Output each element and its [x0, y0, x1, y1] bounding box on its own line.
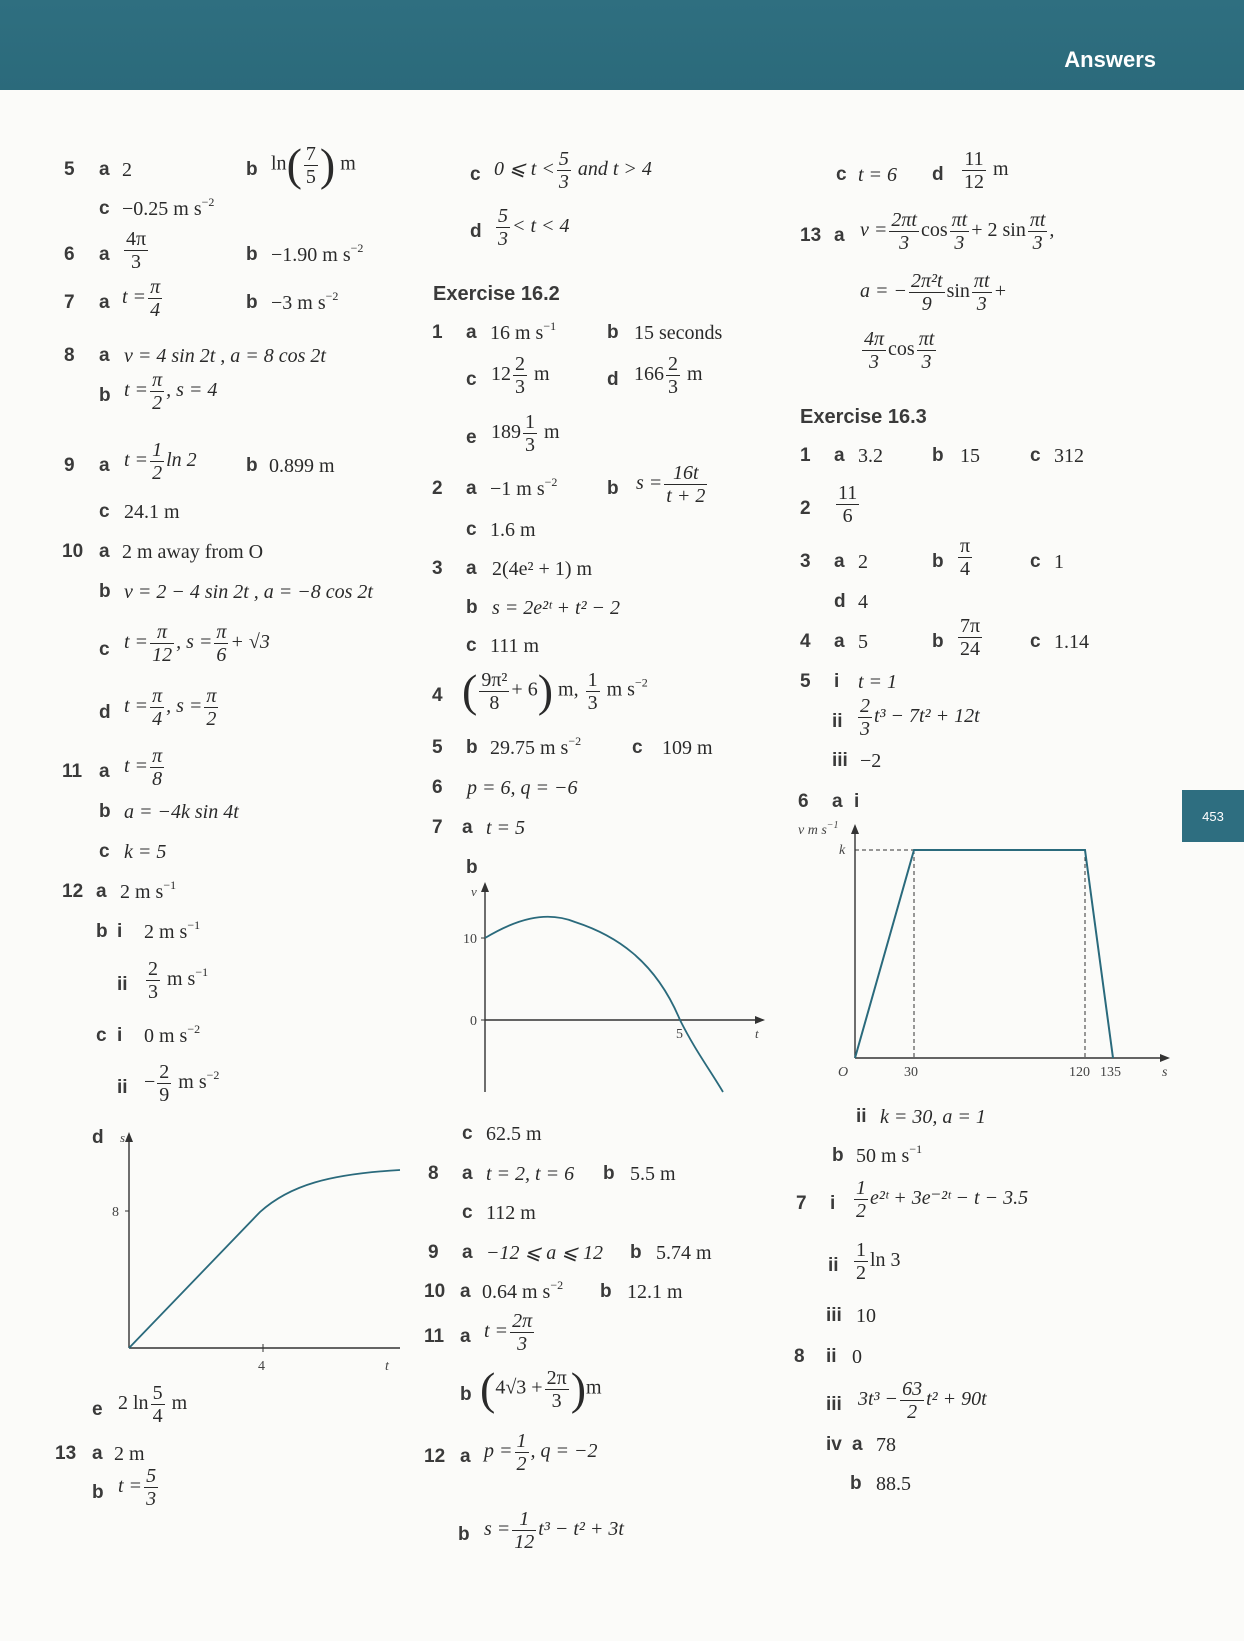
- answer-9a: t = $\frac{1}{2}$ ln 2: [124, 439, 197, 484]
- question-number: 7: [796, 1193, 807, 1214]
- part-label: c: [1030, 631, 1041, 652]
- part-label: c: [462, 1202, 473, 1223]
- part-label: iii: [832, 750, 848, 771]
- question-number: 13: [800, 225, 822, 246]
- answer-9b: 5.74 m: [656, 1242, 712, 1264]
- part-label: b: [603, 1163, 615, 1184]
- part-label: b: [99, 581, 111, 602]
- y-tick-label: 10: [463, 932, 477, 947]
- question-number: 1: [432, 322, 443, 343]
- x-axis-arrow: [1160, 1054, 1170, 1062]
- question-number: 6: [64, 244, 75, 265]
- answer-2: $\frac{11}{6}$: [838, 482, 858, 527]
- question-number: 2: [800, 498, 811, 519]
- answer-12bi: 2 m $s^{-1}$: [144, 918, 201, 943]
- part-label: b: [458, 1524, 470, 1545]
- part-label: a: [460, 1281, 471, 1302]
- answer-5b: ln( $\frac{7}{5}$ ) m: [271, 139, 356, 190]
- question-number: 8: [428, 1163, 439, 1184]
- answer-7a: t = 5: [486, 817, 526, 839]
- part-label: i: [117, 921, 123, 942]
- part-label: b: [466, 597, 478, 618]
- answer-3a: 2: [858, 551, 868, 573]
- answer-3b: $\frac{\pi}{4}$: [960, 535, 971, 580]
- part-label: d: [99, 702, 111, 723]
- answer-13a-a-cont: $\frac{4\pi}{3}$ cos $\frac{\pi t}{3}$: [864, 328, 935, 373]
- part-label: c: [466, 635, 477, 656]
- question-number: 1: [800, 445, 811, 466]
- x-tick-label: 30: [904, 1065, 918, 1080]
- question-number: 8: [794, 1346, 805, 1367]
- answer-5a: 2: [122, 159, 132, 181]
- part-label: a: [99, 455, 110, 476]
- answer-1d: 166 $\frac{2}{3}$ m: [634, 353, 703, 398]
- part-label: a: [99, 292, 110, 313]
- part-label: i: [834, 671, 840, 692]
- part-label: b: [246, 455, 258, 476]
- exercise-heading: Exercise 16.3: [800, 406, 927, 428]
- part-label: d: [607, 369, 619, 390]
- answer-4: ( $\frac{\text{9π²}}{8}$ + 6) m, $\frac{1}{3}$ m $s^{-2}$: [462, 665, 648, 716]
- part-label: c: [99, 198, 110, 219]
- y-axis-arrow: [481, 882, 489, 892]
- x-tick-label: 4: [258, 1359, 265, 1374]
- part-label: ii: [856, 1106, 867, 1127]
- displacement-time-graph: [110, 1130, 410, 1374]
- part-label: iii: [826, 1305, 842, 1326]
- part-label: b: [466, 737, 478, 758]
- part-label: c: [1030, 445, 1041, 466]
- answer-5iii: −2: [860, 750, 882, 772]
- part-label: a: [460, 1326, 471, 1347]
- answer-12e: 2 ln $\frac{5}{4}$ m: [118, 1382, 188, 1427]
- y-axis-arrow: [851, 824, 859, 834]
- part-label: ii: [117, 1077, 128, 1098]
- answer-10a: 0.64 m $s^{-2}$: [482, 1278, 564, 1303]
- part-label: a: [466, 478, 477, 499]
- page-number-tab: 453: [1182, 790, 1244, 842]
- part-label: b: [607, 478, 619, 499]
- answer-cont-c: t = 6: [858, 164, 898, 186]
- part-label: b: [832, 1145, 844, 1166]
- part-label: a: [99, 761, 110, 782]
- answer-7iii: 10: [856, 1305, 876, 1327]
- part-label: b: [92, 1482, 104, 1503]
- part-label: c: [462, 1123, 473, 1144]
- answer-cont-c: 0 ⩽ t < $\frac{5}{3}$ and t > 4: [494, 148, 652, 193]
- part-label: iii: [826, 1394, 842, 1415]
- part-label: c: [1030, 551, 1041, 572]
- x-axis-label: t: [755, 1026, 759, 1041]
- answer-10d: t = $\frac{\pi}{4}$ , s = $\frac{\pi}{2}$: [124, 685, 217, 730]
- trapezium-graph: [855, 850, 1113, 1058]
- answer-10b: v = 2 − 4 sin 2t , a = −8 cos 2t: [124, 581, 373, 603]
- question-number: 4: [800, 631, 811, 652]
- part-label: d: [932, 164, 944, 185]
- x-axis-arrow: [755, 1016, 765, 1024]
- answer-5i: t = 1: [858, 671, 898, 693]
- part-label: b: [607, 322, 619, 343]
- part-label: a: [96, 881, 107, 902]
- part-label: c: [99, 501, 110, 522]
- answer-6a: $\frac{4\pi}{3}$: [126, 228, 147, 273]
- answer-1c: 312: [1054, 445, 1084, 467]
- answer-13a-a: a = − $\frac{\text{2π²t}}{9}$ sin $\frac{\pi t}{3}$ +: [860, 270, 1007, 315]
- part-label: c: [836, 164, 847, 185]
- page-title: Answers: [1064, 47, 1156, 72]
- part-label: d: [834, 591, 846, 612]
- answer-6: p = 6, q = −6: [467, 777, 578, 799]
- exercise-heading: Exercise 16.2: [433, 283, 560, 305]
- part-label: ii: [828, 1255, 839, 1276]
- answer-7b: −3 m $s^{-2}$: [271, 289, 339, 314]
- k-label: k: [839, 843, 846, 858]
- answer-6b: 50 m $s^{-1}$: [856, 1142, 923, 1167]
- part-label: c: [466, 369, 477, 390]
- y-axis-label: v m $s^{-1}$: [798, 820, 839, 838]
- question-number: 8: [64, 345, 75, 366]
- answer-13b: t = $\frac{5}{3}$: [118, 1465, 157, 1510]
- answer-10a: 2 m away from O: [122, 541, 264, 563]
- answer-12a: p = $\frac{1}{2}$ , q = −2: [484, 1430, 598, 1475]
- answer-8b: 5.5 m: [630, 1163, 676, 1185]
- answer-12cii: − $\frac{2}{9}$ m $s^{-2}$: [144, 1061, 220, 1106]
- part-label: c: [99, 639, 110, 660]
- answer-1e: 189 $\frac{1}{3}$ m: [491, 411, 560, 456]
- answer-3b: s = 2e²ᵗ + t² − 2: [492, 597, 621, 619]
- answer-5b: 29.75 m $s^{-2}$: [490, 734, 582, 759]
- question-number: 7: [432, 817, 443, 838]
- answer-2a: −1 m $s^{-2}$: [490, 475, 558, 500]
- answer-1b: 15: [960, 445, 980, 467]
- question-number: 9: [428, 1242, 439, 1263]
- answer-12a: 2 m $s^{-1}$: [120, 878, 177, 903]
- answer-cont-d: $\frac{11}{12}$ m: [964, 148, 1009, 193]
- part-label: b: [932, 551, 944, 572]
- answer-4a: 5: [858, 631, 868, 653]
- answer-12b: s = $\frac{1}{12}$ t³ − t² + 3t: [484, 1508, 624, 1553]
- part-label: a: [834, 631, 845, 652]
- answer-8a: t = 2, t = 6: [486, 1163, 575, 1185]
- answer-10b: 12.1 m: [627, 1281, 683, 1303]
- part-label: i: [854, 791, 860, 812]
- question-number: 5: [800, 671, 811, 692]
- part-label: a: [462, 1242, 473, 1263]
- velocity-displacement-graph: [796, 818, 1176, 1088]
- answer-2c: 1.6 m: [490, 519, 536, 541]
- part-label: e: [92, 1399, 103, 1420]
- y-axis-arrow: [125, 1132, 133, 1142]
- part-label: a: [466, 322, 477, 343]
- part-label: ii: [826, 1346, 837, 1367]
- question-number: 5: [64, 159, 75, 180]
- y-tick-label: 8: [112, 1205, 119, 1220]
- question-number: 5: [432, 737, 443, 758]
- question-number: 10: [62, 541, 84, 562]
- y-tick-label: 0: [470, 1014, 477, 1029]
- answer-1a: 3.2: [858, 445, 883, 467]
- part-label: a: [834, 225, 845, 246]
- question-number: 2: [432, 478, 443, 499]
- x-axis-label: s: [1162, 1065, 1168, 1080]
- question-number: 13: [55, 1443, 77, 1464]
- origin-label: O: [838, 1065, 849, 1080]
- part-label: iv: [826, 1434, 842, 1455]
- part-label: b: [246, 292, 258, 313]
- question-number: 11: [424, 1326, 445, 1347]
- part-label: a: [92, 1443, 103, 1464]
- x-axis-label: t: [385, 1359, 389, 1374]
- part-label: d: [470, 221, 482, 242]
- part-label: i: [830, 1193, 836, 1214]
- answer-7i: $\frac{1}{2}$ e²ᵗ + 3e⁻²ᵗ − t − 3.5: [856, 1177, 1029, 1222]
- question-number: 6: [432, 777, 443, 798]
- question-number: 12: [62, 881, 84, 902]
- answer-1c: 12 $\frac{2}{3}$ m: [491, 353, 550, 398]
- part-label: b: [466, 857, 478, 878]
- answer-3a: 2(4e² + 1) m: [492, 558, 593, 580]
- part-label: b: [96, 921, 108, 942]
- s-t-curve: [129, 1170, 400, 1348]
- part-label: b: [99, 801, 111, 822]
- part-label: d: [92, 1127, 104, 1148]
- answer-7ii: $\frac{1}{2}$ ln 3: [856, 1239, 901, 1284]
- answer-5c: 109 m: [662, 737, 713, 759]
- part-label: c: [466, 519, 477, 540]
- answer-13a: 2 m: [114, 1443, 145, 1465]
- part-label: i: [117, 1025, 123, 1046]
- part-label: a: [99, 244, 110, 265]
- x-tick-label: 5: [676, 1027, 683, 1042]
- answer-11a: t = $\frac{\pi}{8}$: [124, 745, 163, 790]
- answer-11b: a = −4k sin 4t: [124, 801, 239, 823]
- part-label: e: [466, 427, 477, 448]
- part-label: a: [466, 558, 477, 579]
- question-number: 7: [64, 292, 75, 313]
- answer-1b: 15 seconds: [634, 322, 723, 344]
- part-label: b: [246, 244, 258, 265]
- part-label: b: [600, 1281, 612, 1302]
- part-label: c: [470, 164, 481, 185]
- question-number: 9: [64, 455, 75, 476]
- part-label: a: [832, 791, 843, 812]
- answer-8a: v = 4 sin 2t , a = 8 cos 2t: [124, 345, 326, 367]
- question-number: 11: [62, 761, 83, 782]
- part-label: ii: [832, 711, 843, 732]
- part-label: a: [834, 551, 845, 572]
- answer-9c: 24.1 m: [124, 501, 180, 523]
- answer-4c: 1.14: [1054, 631, 1089, 653]
- part-label: a: [834, 445, 845, 466]
- answer-12ci: 0 m $s^{-2}$: [144, 1022, 201, 1047]
- answer-8ivb: 88.5: [876, 1473, 911, 1495]
- question-number: 4: [432, 685, 443, 706]
- answer-11c: k = 5: [124, 841, 167, 863]
- answer-4b: $\frac{7\pi}{24}$: [960, 615, 981, 660]
- question-number: 12: [424, 1446, 446, 1467]
- answer-8c: 112 m: [486, 1202, 536, 1224]
- part-label: b: [246, 159, 258, 180]
- answer-12bii: $\frac{2}{3}$ m $s^{-1}$: [148, 958, 209, 1003]
- part-label: b: [932, 445, 944, 466]
- answer-3c: 1: [1054, 551, 1064, 573]
- part-label: ii: [117, 974, 128, 995]
- part-label: a: [462, 817, 473, 838]
- answer-3d: 4: [858, 591, 868, 613]
- answer-5c: −0.25 m $s^{-2}$: [122, 195, 215, 220]
- answer-10c: t = $\frac{\pi}{12}$ , s = $\frac{\pi}{6}$ + √3: [124, 621, 270, 666]
- answer-9a: −12 ⩽ a ⩽ 12: [486, 1242, 604, 1264]
- answer-8ii: 0: [852, 1346, 862, 1368]
- answer-9b: 0.899 m: [269, 455, 335, 477]
- answer-11a: t = $\frac{2\pi}{3}$: [484, 1310, 533, 1355]
- answer-6aii: k = 30, a = 1: [880, 1106, 986, 1128]
- x-tick-label: 135: [1100, 1065, 1121, 1080]
- part-label: a: [462, 1163, 473, 1184]
- header-banner: [0, 0, 1244, 90]
- question-number: 3: [432, 558, 443, 579]
- v-t-curve: [485, 917, 723, 1092]
- answer-3c: 111 m: [490, 635, 540, 657]
- part-label: b: [932, 631, 944, 652]
- part-label: a: [99, 345, 110, 366]
- answer-1a: 16 m $s^{-1}$: [490, 319, 557, 344]
- part-label: c: [96, 1025, 107, 1046]
- answer-11b: (4√3 + $\frac{2\pi}{3}$ )m: [480, 1363, 602, 1414]
- answer-7a: t = $\frac{\pi}{4}$: [122, 276, 161, 321]
- answer-2b: s = $\frac{16t}{t + 2}$: [636, 462, 706, 507]
- answer-8iva: 78: [876, 1434, 896, 1456]
- question-number: 10: [424, 1281, 446, 1302]
- part-label: b: [99, 385, 111, 406]
- x-tick-label: 120: [1069, 1065, 1090, 1080]
- answer-13a-v: v = $\frac{2\pi t}{3}$ cos $\frac{\pi t}{3}$ + 2 sin $\frac{\pi t}{3}$ ,: [860, 209, 1055, 254]
- y-axis-label: s: [120, 1130, 126, 1145]
- question-number: 3: [800, 551, 811, 572]
- part-label: a: [852, 1434, 863, 1455]
- question-number: 6: [798, 791, 809, 812]
- answer-8iii: 3t³ − $\frac{63}{2}$ t² + 90t: [858, 1378, 987, 1423]
- part-label: c: [632, 737, 643, 758]
- part-label: b: [850, 1473, 862, 1494]
- part-label: b: [630, 1242, 642, 1263]
- part-label: b: [460, 1384, 472, 1405]
- part-label: c: [99, 841, 110, 862]
- answer-8b: t = $\frac{\pi}{2}$ , s = 4: [124, 369, 218, 414]
- part-label: a: [99, 159, 110, 180]
- answer-5ii: $\frac{2}{3}$ t³ − 7t² + 12t: [860, 695, 980, 740]
- answer-cont-d: $\frac{5}{3}$ < t < 4: [498, 205, 570, 250]
- part-label: a: [460, 1446, 471, 1467]
- y-axis-label: v: [471, 884, 477, 899]
- answer-7c: 62.5 m: [486, 1123, 542, 1145]
- velocity-time-graph: [455, 880, 775, 1100]
- part-label: a: [99, 541, 110, 562]
- answer-6b: −1.90 m $s^{-2}$: [271, 241, 364, 266]
